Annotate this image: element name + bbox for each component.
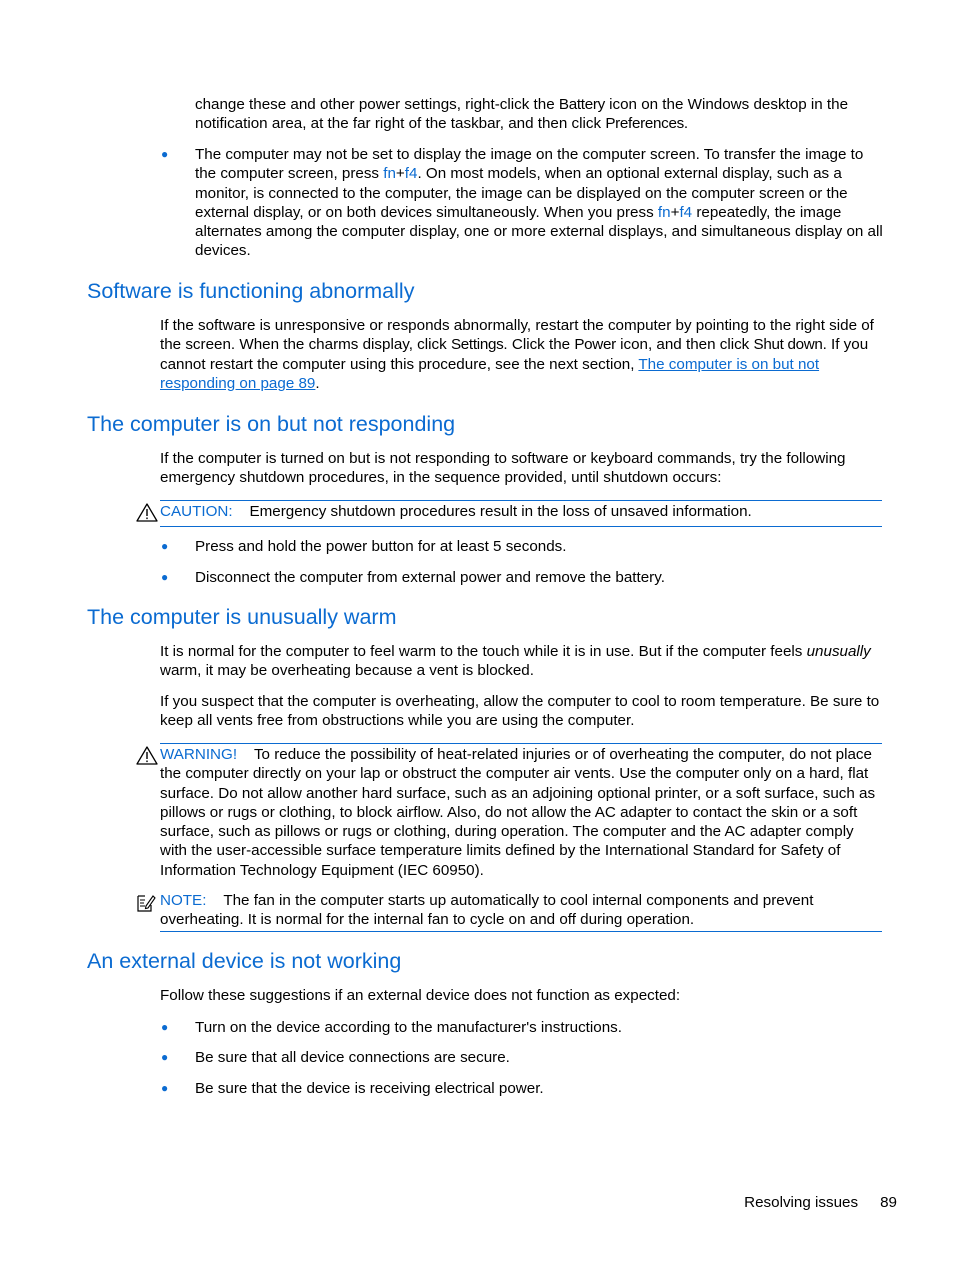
warm-paragraph-1	[160, 642, 882, 681]
ui-term-preferences: Preferences	[605, 115, 684, 133]
list-item-text: Be sure that all device connections are secure.	[195, 1049, 510, 1066]
cross-reference-link[interactable]: The computer is on but not responding on page 89	[160, 355, 820, 392]
paragraph-segment: . If you cannot restart the computer using this procedure, see the next section,	[160, 336, 869, 373]
paragraph-segment: If the software is unresponsive or responds abnormally, restart the computer by pointing to the right side of the screen. When the charms display, click	[160, 317, 874, 354]
list-item-segment: . On most models, when an optional external display, such as a monitor, is connected to the computer, the image can be displayed on the computer screen or the external display, or on both devices simultaneously. When you press	[195, 165, 848, 221]
caution-top-rule	[160, 500, 882, 501]
note-bottom-rule	[160, 931, 882, 932]
ui-term-power: Power	[574, 336, 616, 354]
paragraph-segment: icon, and then click	[615, 336, 754, 354]
key-f4: f4	[679, 203, 693, 221]
section-heading-software: Software is functioning abnormally	[87, 279, 415, 303]
bullet-dot-icon: ●	[161, 147, 169, 161]
ui-term-battery: Battery	[558, 96, 605, 113]
list-item-segment: The computer may not be set to display the image on the computer screen. To transfer the image to the computer screen, press	[195, 146, 864, 183]
list-item-text: Be sure that the device is receiving electrical power.	[195, 1080, 544, 1097]
ui-term-shut-down: Shut down	[753, 336, 823, 354]
external-paragraph: Follow these suggestions if an external device does not function as expected:	[160, 987, 681, 1004]
bullet-dot-icon: ●	[161, 539, 169, 553]
list-item-text: Disconnect the computer from external power and remove the battery.	[195, 569, 665, 586]
warning-notice	[160, 745, 882, 880]
page-footer	[744, 1193, 897, 1212]
caution-label: CAUTION:	[160, 503, 233, 520]
intro-text: .	[683, 115, 689, 133]
intro-paragraph	[195, 95, 885, 134]
ui-term-settings: Settings	[450, 336, 504, 354]
warning-text: To reduce the possibility of heat-related injuries or of overheating the computer, do not place the computer directly on your lap or obstruct the computer air vents. Use the computer only on a hard, flat surface. Do not allow another hard surface, such as an adjoining optional printer, or a soft surface, such as pillows or rugs or clothing, to block airflow. Also, do not allow the AC adapter to contact the skin or a soft surface, such as pillows or rugs or clothing, during operation. The computer and the AC adapter comply with the user-accessible surface temperature limits defined by the International Standard for Safety of Information Technology Equipment (IEC 60950).	[160, 746, 876, 879]
key-f4: f4	[404, 165, 418, 183]
note-pencil-icon	[136, 893, 156, 913]
list-item-text	[195, 145, 885, 261]
emphasis-unusually: unusually	[806, 643, 871, 660]
note-text: The fan in the computer starts up automatically to cool internal components and prevent overheating. It is normal for the internal fan to cycle on and off during operation.	[160, 892, 814, 929]
bullet-dot-icon: ●	[161, 1020, 169, 1034]
section-heading-not-responding: The computer is on but not responding	[87, 412, 456, 436]
caution-triangle-icon	[136, 503, 158, 522]
list-item-text: Press and hold the power button for at least 5 seconds.	[195, 538, 567, 555]
warning-top-rule	[160, 743, 882, 744]
warm-paragraph-2: If you suspect that the computer is overheating, allow the computer to cool to room temperature. Be sure to keep all vents free from obstructions while you are using the computer.	[160, 693, 880, 730]
intro-text: change these and other power settings, right-click the	[195, 96, 559, 113]
caution-bottom-rule	[160, 526, 882, 527]
key-fn: fn	[383, 165, 396, 183]
paragraph-segment: warm, it may be overheating because a vent is blocked.	[160, 662, 534, 680]
list-item-text: Turn on the device according to the manufacturer's instructions.	[195, 1019, 622, 1036]
paragraph-segment: . Click the	[503, 336, 575, 354]
intro-text: icon on the Windows desktop in the notification area, at the far right of the taskbar, and then click	[195, 96, 849, 133]
bullet-dot-icon: ●	[161, 1081, 169, 1095]
not-responding-paragraph: If the computer is turned on but is not responding to software or keyboard commands, try the following emergency shutdown procedures, in the sequence provided, until shutdown occurs:	[160, 450, 846, 487]
paragraph-segment: It is normal for the computer to feel warm to the touch while it is in use. But if the computer feels	[160, 643, 807, 660]
footer-section-title: Resolving issues	[744, 1194, 859, 1211]
paragraph-segment: .	[315, 374, 320, 392]
list-item-segment: repeatedly, the image alternates among the computer display, one or more external displays, and simultaneous display on all devices.	[195, 203, 883, 260]
bullet-dot-icon: ●	[161, 1050, 169, 1064]
section-heading-external: An external device is not working	[87, 949, 402, 973]
note-label: NOTE:	[160, 892, 207, 909]
caution-notice	[160, 502, 882, 521]
key-plus: +	[395, 165, 405, 183]
key-fn: fn	[657, 203, 671, 221]
page-number: 89	[880, 1194, 897, 1211]
caution-text: Emergency shutdown procedures result in the loss of unsaved information.	[249, 503, 752, 520]
section-heading-warm: The computer is unusually warm	[87, 605, 397, 629]
key-plus: +	[670, 203, 680, 221]
warning-label: WARNING!	[160, 746, 238, 763]
warning-triangle-icon	[136, 746, 158, 765]
software-paragraph	[160, 316, 882, 393]
note-notice	[160, 891, 882, 930]
bullet-dot-icon: ●	[161, 570, 169, 584]
